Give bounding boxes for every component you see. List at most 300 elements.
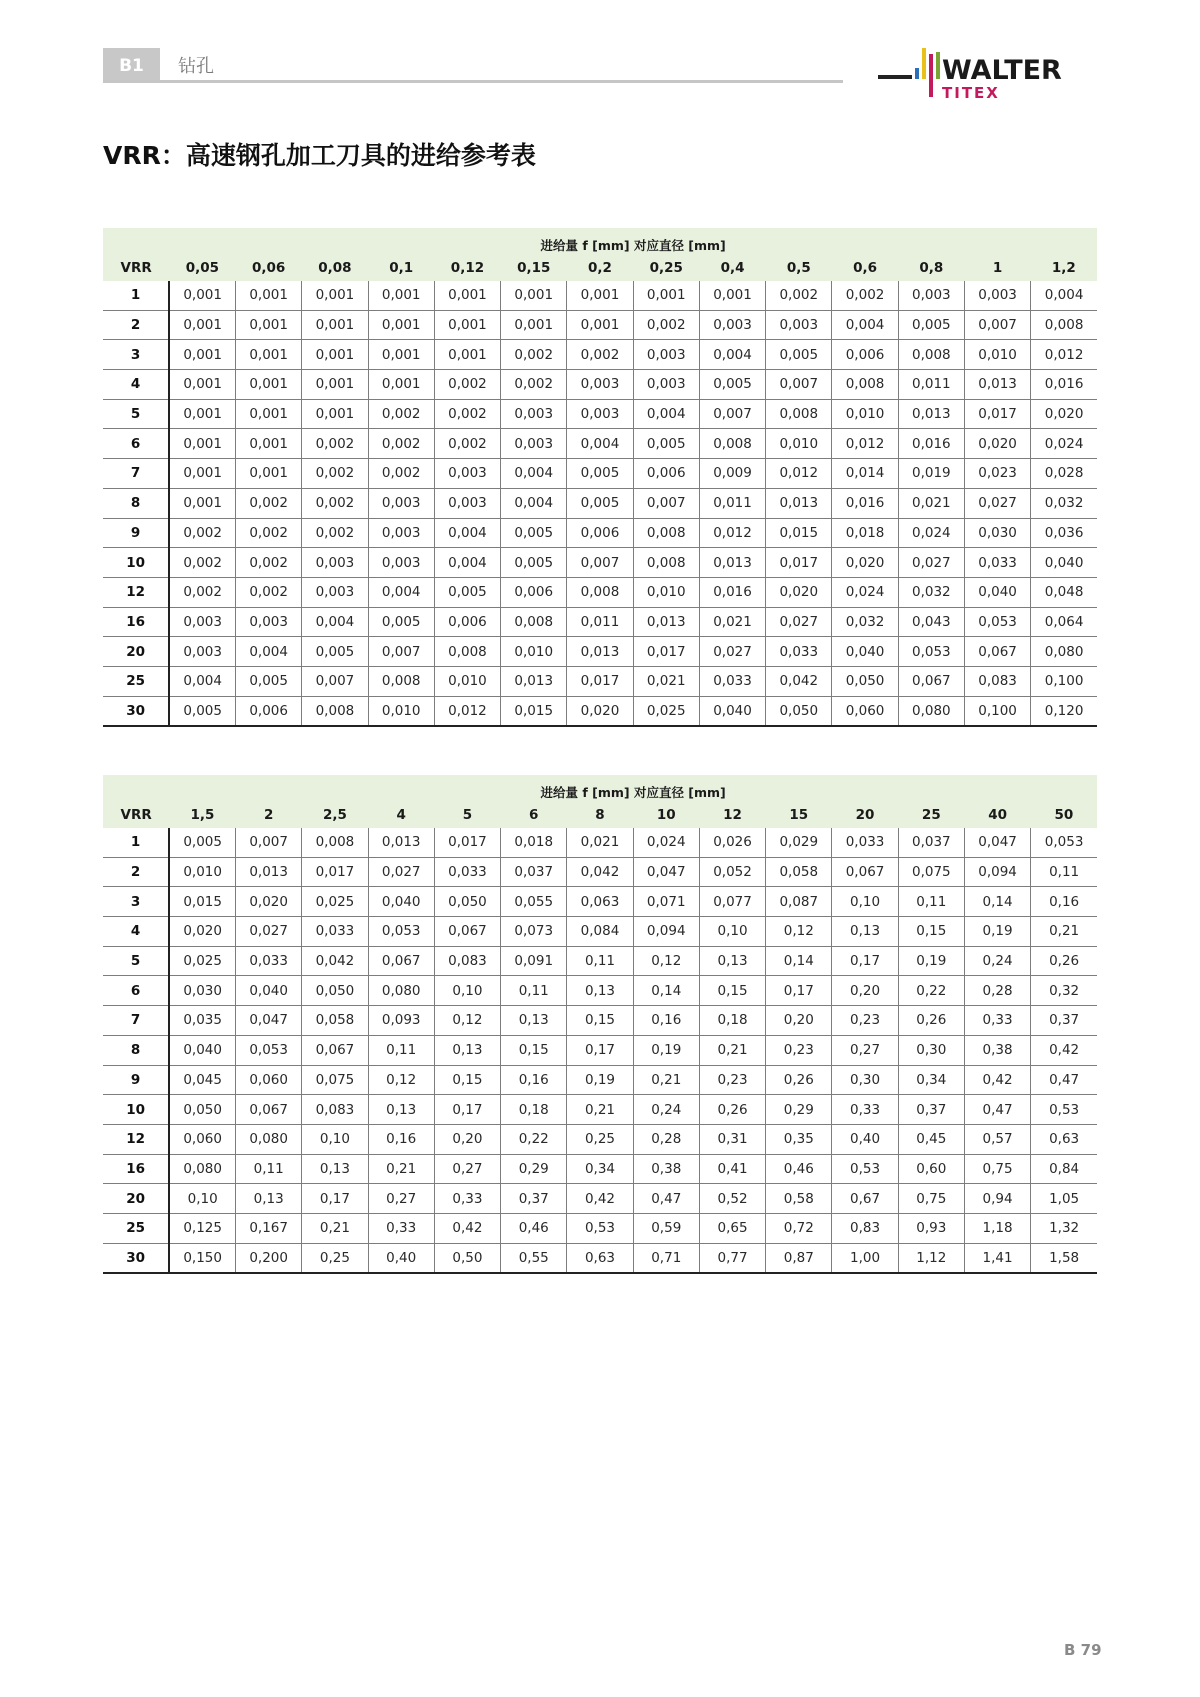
feed-value-cell: 0,067 [898, 666, 964, 696]
feed-value-cell: 0,20 [832, 976, 898, 1006]
feed-value-cell: 0,20 [766, 1006, 832, 1036]
feed-value-cell: 0,040 [964, 577, 1030, 607]
feed-value-cell: 0,017 [567, 666, 633, 696]
column-header-diameter: 5 [462, 806, 473, 823]
feed-value-cell: 0,077 [699, 887, 765, 917]
feed-value-cell: 0,87 [766, 1243, 832, 1273]
feed-value-cell: 0,75 [898, 1184, 964, 1214]
feed-value-cell: 0,013 [964, 370, 1030, 400]
feed-value-cell: 0,19 [633, 1035, 699, 1065]
table-row [103, 459, 1097, 489]
feed-value-cell: 0,006 [832, 340, 898, 370]
feed-value-cell: 0,004 [501, 488, 567, 518]
feed-value-cell: 0,083 [434, 946, 500, 976]
feed-value-cell: 0,001 [302, 370, 368, 400]
feed-table-large-diameters [103, 775, 1097, 1274]
feed-value-cell: 0,008 [766, 399, 832, 429]
feed-value-cell: 0,002 [302, 518, 368, 548]
feed-value-cell: 0,40 [368, 1243, 434, 1273]
feed-value-cell: 0,008 [302, 696, 368, 726]
feed-value-cell: 0,007 [236, 828, 302, 857]
column-header-diameter: 1 [992, 259, 1003, 276]
feed-value-cell: 0,001 [236, 370, 302, 400]
feed-value-cell: 0,033 [832, 828, 898, 857]
feed-value-cell: 0,027 [236, 917, 302, 947]
feed-value-cell: 0,34 [898, 1065, 964, 1095]
feed-value-cell: 0,001 [699, 281, 765, 310]
feed-value-cell: 0,24 [633, 1095, 699, 1125]
feed-value-cell: 0,25 [302, 1243, 368, 1273]
column-header-diameter: 2,5 [322, 806, 347, 823]
feed-value-cell: 0,50 [434, 1243, 500, 1273]
feed-value-cell: 0,004 [832, 310, 898, 340]
feed-value-cell: 0,016 [832, 488, 898, 518]
feed-value-cell: 0,47 [1031, 1065, 1097, 1095]
feed-value-cell: 0,075 [898, 857, 964, 887]
feed-value-cell: 0,003 [368, 518, 434, 548]
feed-value-cell: 0,040 [832, 637, 898, 667]
feed-value-cell: 0,063 [567, 887, 633, 917]
chapter-tab: B1 [103, 48, 160, 80]
feed-value-cell: 0,007 [302, 666, 368, 696]
feed-value-cell: 0,37 [501, 1184, 567, 1214]
row-vrr-value: 7 [103, 1006, 169, 1036]
feed-value-cell: 0,033 [964, 548, 1030, 578]
feed-value-cell: 0,001 [236, 429, 302, 459]
feed-value-cell: 0,007 [699, 399, 765, 429]
feed-value-cell: 0,027 [368, 857, 434, 887]
feed-value-cell: 0,007 [964, 310, 1030, 340]
table-row [103, 1065, 1097, 1095]
table-row [103, 1006, 1097, 1036]
feed-value-cell: 0,067 [964, 637, 1030, 667]
table-row [103, 488, 1097, 518]
feed-value-cell: 0,21 [633, 1065, 699, 1095]
feed-value-cell: 0,125 [169, 1213, 235, 1243]
feed-value-cell: 0,018 [501, 828, 567, 857]
feed-value-cell: 0,020 [766, 577, 832, 607]
feed-value-cell: 0,003 [169, 607, 235, 637]
feed-value-cell: 0,002 [501, 370, 567, 400]
feed-value-cell: 0,001 [169, 281, 235, 310]
feed-value-cell: 0,048 [1031, 577, 1097, 607]
feed-value-cell: 0,001 [169, 310, 235, 340]
column-header-diameter: 0,25 [649, 259, 683, 276]
row-vrr-value: 12 [103, 1124, 169, 1154]
feed-value-cell: 0,33 [832, 1095, 898, 1125]
feed-value-cell: 0,13 [501, 1006, 567, 1036]
table-row [103, 1035, 1097, 1065]
table-row [103, 518, 1097, 548]
feed-value-cell: 0,008 [832, 370, 898, 400]
feed-value-cell: 0,100 [1031, 666, 1097, 696]
feed-value-cell: 0,001 [368, 310, 434, 340]
feed-value-cell: 0,28 [633, 1124, 699, 1154]
feed-value-cell: 0,012 [434, 696, 500, 726]
row-vrr-value: 10 [103, 1095, 169, 1125]
feed-value-cell: 0,033 [236, 946, 302, 976]
feed-value-cell: 0,42 [567, 1184, 633, 1214]
feed-value-cell: 0,17 [434, 1095, 500, 1125]
feed-value-cell: 0,020 [236, 887, 302, 917]
feed-value-cell: 0,050 [766, 696, 832, 726]
feed-value-cell: 0,001 [368, 340, 434, 370]
row-vrr-value: 3 [103, 340, 169, 370]
feed-value-cell: 0,002 [368, 429, 434, 459]
feed-value-cell: 0,008 [699, 429, 765, 459]
feed-value-cell: 0,071 [633, 887, 699, 917]
table-caption: 进给量 f [mm] 对应直径 [mm] [540, 238, 726, 253]
svg-text:TITEX: TITEX [942, 84, 1000, 102]
row-header-label: VRR [120, 259, 152, 276]
header-divider [103, 80, 843, 83]
feed-value-cell: 0,001 [434, 281, 500, 310]
feed-value-cell: 0,026 [699, 828, 765, 857]
column-header-diameter: 8 [595, 806, 605, 823]
feed-value-cell: 0,21 [302, 1213, 368, 1243]
row-vrr-value: 12 [103, 577, 169, 607]
feed-value-cell: 0,010 [368, 696, 434, 726]
feed-value-cell: 0,14 [964, 887, 1030, 917]
feed-value-cell: 0,001 [302, 340, 368, 370]
row-vrr-value: 7 [103, 459, 169, 489]
row-vrr-value: 5 [103, 399, 169, 429]
feed-table-small-diameters [103, 228, 1097, 727]
table-row [103, 340, 1097, 370]
feed-value-cell: 0,033 [699, 666, 765, 696]
feed-value-cell: 0,002 [434, 429, 500, 459]
table-row [103, 577, 1097, 607]
feed-value-cell: 0,055 [501, 887, 567, 917]
feed-value-cell: 0,053 [964, 607, 1030, 637]
row-vrr-value: 20 [103, 1184, 169, 1214]
feed-value-cell: 0,150 [169, 1243, 235, 1273]
row-vrr-value: 4 [103, 917, 169, 947]
feed-value-cell: 0,200 [236, 1243, 302, 1273]
column-header-diameter: 0,6 [853, 259, 878, 276]
feed-value-cell: 0,012 [1031, 340, 1097, 370]
feed-value-cell: 0,003 [964, 281, 1030, 310]
feed-value-cell: 0,075 [302, 1065, 368, 1095]
feed-value-cell: 0,067 [832, 857, 898, 887]
row-vrr-value: 16 [103, 607, 169, 637]
feed-value-cell: 0,17 [766, 976, 832, 1006]
feed-value-cell: 0,21 [1031, 917, 1097, 947]
feed-value-cell: 0,083 [302, 1095, 368, 1125]
feed-value-cell: 0,035 [169, 1006, 235, 1036]
feed-value-cell: 0,001 [302, 281, 368, 310]
feed-value-cell: 0,067 [302, 1035, 368, 1065]
feed-value-cell: 0,26 [766, 1065, 832, 1095]
feed-value-cell: 0,001 [236, 281, 302, 310]
feed-value-cell: 0,067 [368, 946, 434, 976]
feed-value-cell: 0,025 [169, 946, 235, 976]
feed-value-cell: 0,42 [434, 1213, 500, 1243]
column-header-diameter: 10 [656, 806, 676, 823]
feed-value-cell: 0,010 [169, 857, 235, 887]
feed-value-cell: 0,060 [236, 1065, 302, 1095]
row-vrr-value: 5 [103, 946, 169, 976]
row-vrr-value: 6 [103, 429, 169, 459]
caption-spacer [103, 228, 169, 254]
feed-value-cell: 0,024 [898, 518, 964, 548]
table-row [103, 1243, 1097, 1273]
feed-value-cell: 0,005 [302, 637, 368, 667]
table-row [103, 548, 1097, 578]
feed-value-cell: 0,091 [501, 946, 567, 976]
feed-value-cell: 0,45 [898, 1124, 964, 1154]
feed-value-cell: 0,005 [236, 666, 302, 696]
column-header-diameter: 6 [529, 806, 539, 823]
feed-value-cell: 0,13 [434, 1035, 500, 1065]
feed-value-cell: 0,008 [1031, 310, 1097, 340]
feed-value-cell: 0,12 [434, 1006, 500, 1036]
feed-value-cell: 0,053 [1031, 828, 1097, 857]
feed-value-cell: 0,002 [169, 518, 235, 548]
table-row [103, 1184, 1097, 1214]
feed-value-cell: 0,53 [1031, 1095, 1097, 1125]
row-vrr-value: 6 [103, 976, 169, 1006]
feed-value-cell: 0,017 [964, 399, 1030, 429]
column-header-diameter: 0,15 [517, 259, 551, 276]
feed-value-cell: 0,001 [434, 310, 500, 340]
feed-value-cell: 0,010 [633, 577, 699, 607]
feed-value-cell: 0,080 [368, 976, 434, 1006]
row-vrr-value: 1 [103, 828, 169, 857]
feed-value-cell: 1,00 [832, 1243, 898, 1273]
feed-value-cell: 0,027 [898, 548, 964, 578]
feed-value-cell: 0,52 [699, 1184, 765, 1214]
feed-value-cell: 0,019 [898, 459, 964, 489]
feed-value-cell: 0,017 [434, 828, 500, 857]
page-title: VRR：高速钢孔加工刀具的进给参考表 [103, 141, 536, 170]
feed-value-cell: 0,014 [832, 459, 898, 489]
feed-value-cell: 0,001 [236, 340, 302, 370]
feed-value-cell: 0,016 [1031, 370, 1097, 400]
feed-value-cell: 0,003 [633, 370, 699, 400]
feed-value-cell: 0,013 [766, 488, 832, 518]
feed-value-cell: 0,004 [169, 666, 235, 696]
feed-value-cell: 0,001 [169, 370, 235, 400]
feed-value-cell: 0,040 [1031, 548, 1097, 578]
feed-value-cell: 0,19 [964, 917, 1030, 947]
feed-value-cell: 0,17 [302, 1184, 368, 1214]
feed-value-cell: 0,27 [434, 1154, 500, 1184]
feed-value-cell: 0,16 [633, 1006, 699, 1036]
feed-value-cell: 0,001 [236, 459, 302, 489]
table-row [103, 310, 1097, 340]
table-row [103, 828, 1097, 857]
table-row [103, 399, 1097, 429]
feed-value-cell: 0,005 [501, 518, 567, 548]
feed-value-cell: 0,14 [633, 976, 699, 1006]
column-header-diameter: 50 [1054, 806, 1074, 823]
feed-value-cell: 0,024 [832, 577, 898, 607]
feed-value-cell: 0,29 [501, 1154, 567, 1184]
feed-value-cell: 0,008 [633, 548, 699, 578]
feed-value-cell: 0,15 [898, 917, 964, 947]
feed-value-cell: 0,40 [832, 1124, 898, 1154]
feed-value-cell: 0,33 [434, 1184, 500, 1214]
feed-value-cell: 0,004 [302, 607, 368, 637]
feed-value-cell: 0,13 [699, 946, 765, 976]
feed-value-cell: 0,19 [898, 946, 964, 976]
feed-value-cell: 0,001 [567, 310, 633, 340]
feed-value-cell: 0,33 [964, 1006, 1030, 1036]
feed-value-cell: 0,72 [766, 1213, 832, 1243]
feed-value-cell: 0,11 [898, 887, 964, 917]
feed-value-cell: 0,002 [236, 548, 302, 578]
table-row [103, 1124, 1097, 1154]
column-header-diameter: 0,12 [450, 259, 485, 276]
feed-value-cell: 0,013 [898, 399, 964, 429]
feed-value-cell: 0,001 [169, 340, 235, 370]
feed-value-cell: 0,007 [633, 488, 699, 518]
feed-value-cell: 0,59 [633, 1213, 699, 1243]
feed-value-cell: 0,020 [567, 696, 633, 726]
feed-value-cell: 0,004 [567, 429, 633, 459]
feed-value-cell: 0,001 [302, 399, 368, 429]
feed-value-cell: 0,002 [236, 488, 302, 518]
feed-value-cell: 0,032 [898, 577, 964, 607]
feed-value-cell: 0,033 [766, 637, 832, 667]
table-row [103, 696, 1097, 726]
feed-value-cell: 0,002 [302, 429, 368, 459]
feed-value-cell: 0,005 [633, 429, 699, 459]
feed-value-cell: 0,093 [368, 1006, 434, 1036]
feed-value-cell: 0,053 [898, 637, 964, 667]
feed-value-cell: 0,002 [169, 577, 235, 607]
feed-value-cell: 0,017 [766, 548, 832, 578]
feed-value-cell: 0,12 [766, 917, 832, 947]
caption-spacer [103, 775, 169, 801]
feed-value-cell: 0,27 [832, 1035, 898, 1065]
feed-value-cell: 0,002 [302, 488, 368, 518]
feed-value-cell: 1,41 [964, 1243, 1030, 1273]
feed-value-cell: 0,13 [567, 976, 633, 1006]
feed-value-cell: 0,003 [434, 459, 500, 489]
feed-value-cell: 0,006 [434, 607, 500, 637]
row-vrr-value: 9 [103, 518, 169, 548]
feed-value-cell: 0,053 [236, 1035, 302, 1065]
feed-value-cell: 0,75 [964, 1154, 1030, 1184]
feed-value-cell: 0,16 [1031, 887, 1097, 917]
feed-value-cell: 0,024 [1031, 429, 1097, 459]
feed-value-cell: 0,021 [633, 666, 699, 696]
feed-value-cell: 0,080 [236, 1124, 302, 1154]
feed-value-cell: 0,002 [236, 518, 302, 548]
feed-value-cell: 0,006 [633, 459, 699, 489]
feed-value-cell: 0,007 [567, 548, 633, 578]
row-vrr-value: 9 [103, 1065, 169, 1095]
feed-value-cell: 0,080 [1031, 637, 1097, 667]
feed-value-cell: 0,050 [302, 976, 368, 1006]
feed-value-cell: 0,71 [633, 1243, 699, 1273]
feed-value-cell: 0,22 [898, 976, 964, 1006]
feed-value-cell: 0,008 [567, 577, 633, 607]
feed-value-cell: 0,021 [898, 488, 964, 518]
feed-value-cell: 0,023 [964, 459, 1030, 489]
feed-value-cell: 0,23 [766, 1035, 832, 1065]
row-vrr-value: 2 [103, 857, 169, 887]
section-title: 钻孔 [178, 56, 214, 77]
feed-value-cell: 1,32 [1031, 1213, 1097, 1243]
feed-value-cell: 0,073 [501, 917, 567, 947]
feed-value-cell: 1,58 [1031, 1243, 1097, 1273]
feed-value-cell: 0,003 [434, 488, 500, 518]
row-vrr-value: 16 [103, 1154, 169, 1184]
feed-value-cell: 0,18 [501, 1095, 567, 1125]
feed-value-cell: 0,040 [699, 696, 765, 726]
feed-value-cell: 0,020 [169, 917, 235, 947]
feed-value-cell: 0,001 [501, 310, 567, 340]
feed-value-cell: 0,004 [368, 577, 434, 607]
feed-value-cell: 0,020 [832, 548, 898, 578]
feed-value-cell: 0,38 [633, 1154, 699, 1184]
feed-value-cell: 0,011 [699, 488, 765, 518]
column-header-diameter: 4 [396, 806, 406, 823]
feed-value-cell: 0,11 [501, 976, 567, 1006]
feed-value-cell: 0,10 [169, 1184, 235, 1214]
feed-value-cell: 0,11 [368, 1035, 434, 1065]
column-header-diameter: 2 [263, 806, 274, 823]
feed-value-cell: 0,001 [368, 281, 434, 310]
feed-value-cell: 0,080 [169, 1154, 235, 1184]
feed-value-cell: 0,020 [964, 429, 1030, 459]
feed-value-cell: 0,12 [368, 1065, 434, 1095]
row-vrr-value: 30 [103, 1243, 169, 1273]
feed-value-cell: 0,013 [699, 548, 765, 578]
feed-value-cell: 0,16 [368, 1124, 434, 1154]
feed-value-cell: 0,002 [169, 548, 235, 578]
feed-value-cell: 0,004 [434, 548, 500, 578]
feed-value-cell: 0,60 [898, 1154, 964, 1184]
feed-value-cell: 0,002 [633, 310, 699, 340]
feed-value-cell: 0,004 [501, 459, 567, 489]
feed-value-cell: 0,047 [236, 1006, 302, 1036]
feed-value-cell: 0,027 [964, 488, 1030, 518]
feed-value-cell: 0,003 [368, 548, 434, 578]
column-header-diameter: 0,2 [588, 259, 612, 276]
feed-value-cell: 0,060 [169, 1124, 235, 1154]
feed-value-cell: 0,38 [964, 1035, 1030, 1065]
feed-value-cell: 0,025 [633, 696, 699, 726]
feed-value-cell: 0,13 [832, 917, 898, 947]
feed-value-cell: 0,007 [368, 637, 434, 667]
feed-value-cell: 0,058 [766, 857, 832, 887]
feed-value-cell: 0,10 [699, 917, 765, 947]
feed-value-cell: 0,21 [567, 1095, 633, 1125]
table-row [103, 976, 1097, 1006]
row-vrr-value: 30 [103, 696, 169, 726]
feed-value-cell: 0,11 [236, 1154, 302, 1184]
feed-value-cell: 0,020 [1031, 399, 1097, 429]
feed-value-cell: 0,003 [501, 399, 567, 429]
feed-value-cell: 0,087 [766, 887, 832, 917]
feed-value-cell: 0,41 [699, 1154, 765, 1184]
feed-value-cell: 0,12 [633, 946, 699, 976]
feed-value-cell: 0,10 [832, 887, 898, 917]
feed-value-cell: 0,18 [699, 1006, 765, 1036]
feed-value-cell: 0,11 [1031, 857, 1097, 887]
feed-value-cell: 0,77 [699, 1243, 765, 1273]
feed-value-cell: 0,84 [1031, 1154, 1097, 1184]
feed-value-cell: 0,002 [567, 340, 633, 370]
feed-value-cell: 0,21 [699, 1035, 765, 1065]
table-row [103, 1213, 1097, 1243]
feed-value-cell: 0,013 [633, 607, 699, 637]
feed-value-cell: 0,001 [368, 370, 434, 400]
